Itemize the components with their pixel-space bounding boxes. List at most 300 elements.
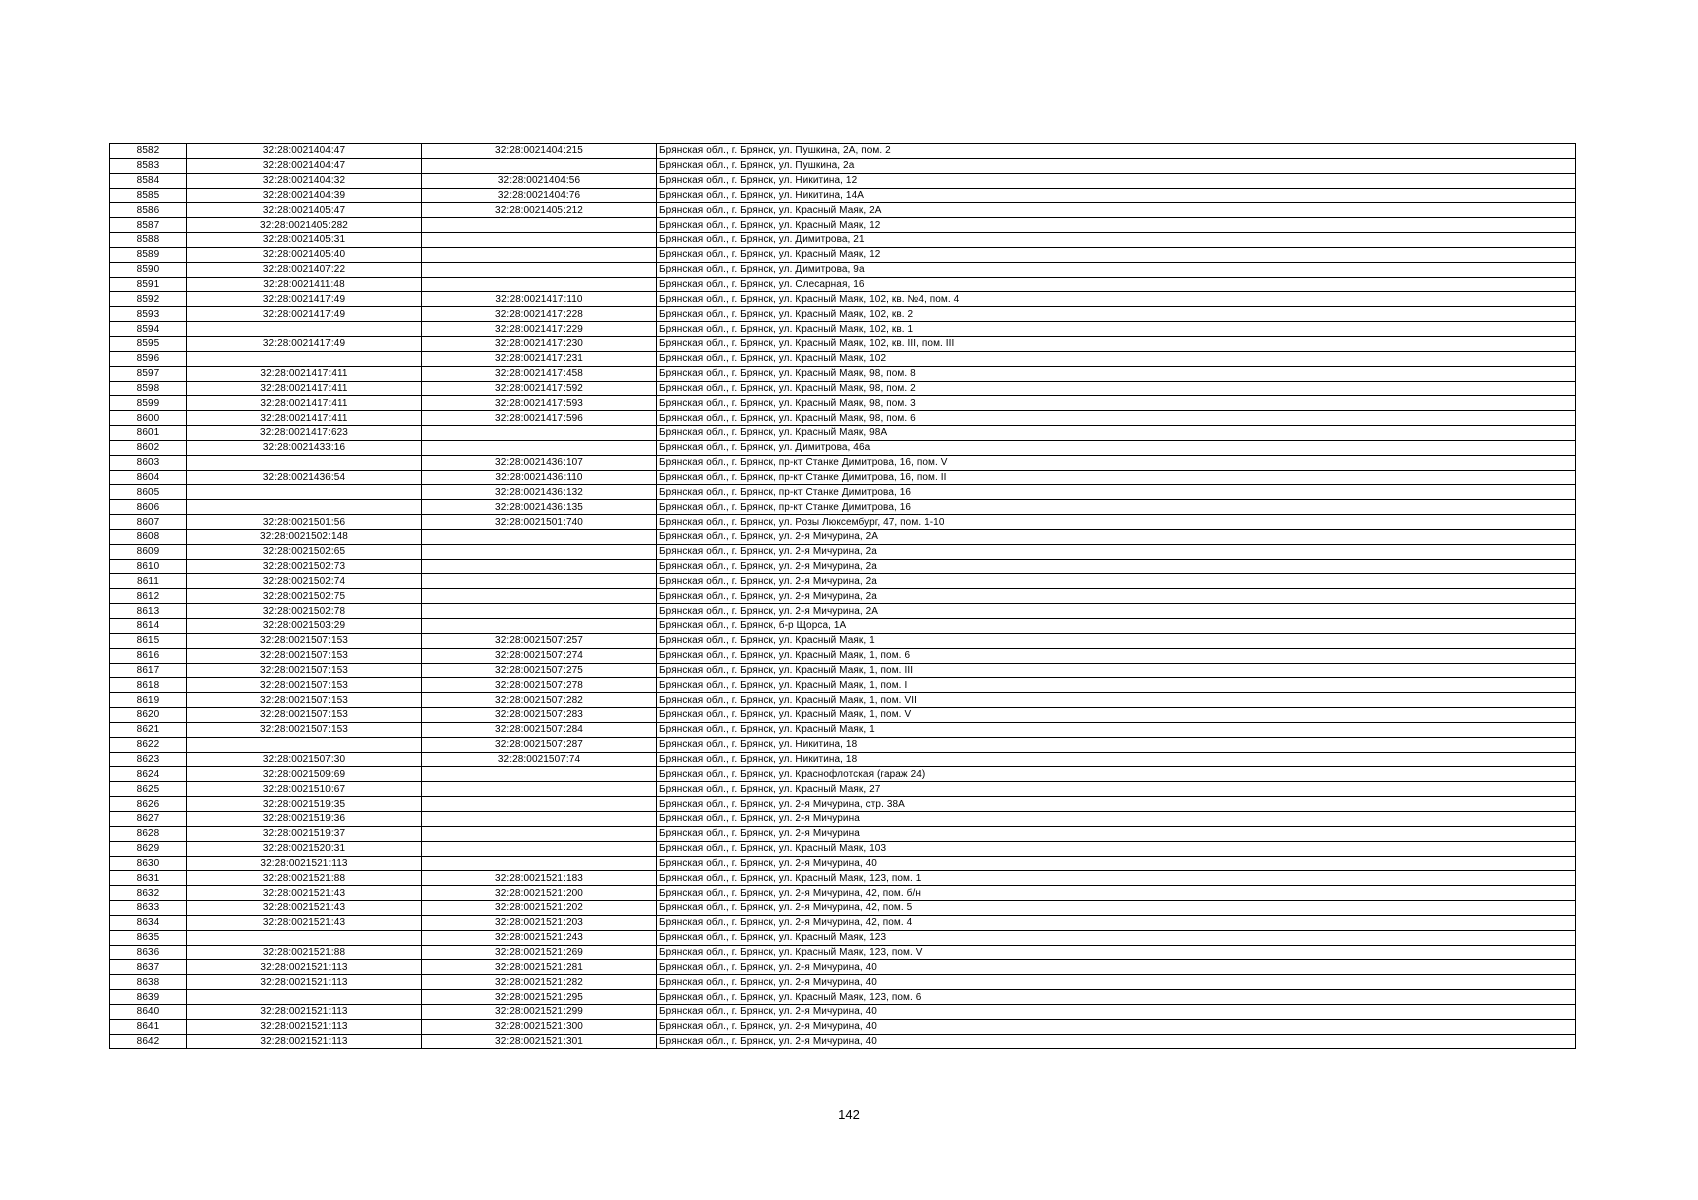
address-cell: Брянская обл., г. Брянск, ул. 2-я Мичурина, 2а bbox=[657, 544, 1576, 559]
object-cadastral-number-cell: 32:28:0021507:282 bbox=[422, 693, 657, 708]
land-cadastral-number-cell bbox=[187, 322, 422, 337]
address-cell: Брянская обл., г. Брянск, ул. 2-я Мичурина, 2а bbox=[657, 574, 1576, 589]
row-number-cell: 8605 bbox=[110, 485, 187, 500]
land-cadastral-number-cell: 32:28:0021521:88 bbox=[187, 871, 422, 886]
object-cadastral-number-cell: 32:28:0021507:287 bbox=[422, 737, 657, 752]
table-row bbox=[110, 336, 1576, 351]
row-number-cell: 8610 bbox=[110, 559, 187, 574]
address-cell: Брянская обл., г. Брянск, ул. Никитина, 12 bbox=[657, 173, 1576, 188]
address-cell: Брянская обл., г. Брянск, ул. 2-я Мичурина, 42, пом. 5 bbox=[657, 901, 1576, 916]
object-cadastral-number-cell: 32:28:0021521:282 bbox=[422, 975, 657, 990]
land-cadastral-number-cell: 32:28:0021404:47 bbox=[187, 158, 422, 173]
row-number-cell: 8638 bbox=[110, 975, 187, 990]
table-row bbox=[110, 262, 1576, 277]
table-row bbox=[110, 960, 1576, 975]
table-row bbox=[110, 722, 1576, 737]
address-cell: Брянская обл., г. Брянск, пр-кт Станке Димитрова, 16, пом. V bbox=[657, 455, 1576, 470]
land-cadastral-number-cell: 32:28:0021507:153 bbox=[187, 663, 422, 678]
row-number-cell: 8593 bbox=[110, 307, 187, 322]
row-number-cell: 8591 bbox=[110, 277, 187, 292]
row-number-cell: 8620 bbox=[110, 708, 187, 723]
row-number-cell: 8630 bbox=[110, 856, 187, 871]
row-number-cell: 8639 bbox=[110, 990, 187, 1005]
address-cell: Брянская обл., г. Брянск, ул. Красный Маяк, 1, пом. 6 bbox=[657, 648, 1576, 663]
row-number-cell: 8615 bbox=[110, 633, 187, 648]
land-cadastral-number-cell: 32:28:0021417:49 bbox=[187, 336, 422, 351]
row-number-cell: 8627 bbox=[110, 811, 187, 826]
object-cadastral-number-cell bbox=[422, 559, 657, 574]
row-number-cell: 8611 bbox=[110, 574, 187, 589]
row-number-cell: 8608 bbox=[110, 529, 187, 544]
table-row bbox=[110, 797, 1576, 812]
land-cadastral-number-cell: 32:28:0021507:153 bbox=[187, 648, 422, 663]
address-cell: Брянская обл., г. Брянск, ул. 2-я Мичурина, 2А bbox=[657, 529, 1576, 544]
object-cadastral-number-cell bbox=[422, 856, 657, 871]
object-cadastral-number-cell bbox=[422, 811, 657, 826]
table-row bbox=[110, 841, 1576, 856]
address-cell: Брянская обл., г. Брянск, ул. Красный Маяк, 102, кв. 2 bbox=[657, 307, 1576, 322]
address-cell: Брянская обл., г. Брянск, ул. Красный Маяк, 1, пом. VII bbox=[657, 693, 1576, 708]
row-number-cell: 8619 bbox=[110, 693, 187, 708]
table-row bbox=[110, 678, 1576, 693]
table-row bbox=[110, 455, 1576, 470]
object-cadastral-number-cell: 32:28:0021417:229 bbox=[422, 322, 657, 337]
object-cadastral-number-cell: 32:28:0021521:299 bbox=[422, 1004, 657, 1019]
row-number-cell: 8589 bbox=[110, 247, 187, 262]
land-cadastral-number-cell: 32:28:0021404:32 bbox=[187, 173, 422, 188]
table-row bbox=[110, 500, 1576, 515]
address-cell: Брянская обл., г. Брянск, ул. 2-я Мичурина, 2А bbox=[657, 604, 1576, 619]
object-cadastral-number-cell: 32:28:0021507:283 bbox=[422, 708, 657, 723]
table-row bbox=[110, 1019, 1576, 1034]
row-number-cell: 8621 bbox=[110, 722, 187, 737]
row-number-cell: 8598 bbox=[110, 381, 187, 396]
land-cadastral-number-cell: 32:28:0021407:22 bbox=[187, 262, 422, 277]
row-number-cell: 8592 bbox=[110, 292, 187, 307]
address-cell: Брянская обл., г. Брянск, ул. Никитина, 14А bbox=[657, 188, 1576, 203]
row-number-cell: 8625 bbox=[110, 782, 187, 797]
object-cadastral-number-cell: 32:28:0021507:278 bbox=[422, 678, 657, 693]
row-number-cell: 8634 bbox=[110, 915, 187, 930]
row-number-cell: 8637 bbox=[110, 960, 187, 975]
land-cadastral-number-cell: 32:28:0021507:153 bbox=[187, 708, 422, 723]
land-cadastral-number-cell: 32:28:0021521:113 bbox=[187, 1019, 422, 1034]
object-cadastral-number-cell bbox=[422, 544, 657, 559]
address-cell: Брянская обл., г. Брянск, пр-кт Станке Димитрова, 16, пом. II bbox=[657, 470, 1576, 485]
land-cadastral-number-cell: 32:28:0021436:54 bbox=[187, 470, 422, 485]
land-cadastral-number-cell bbox=[187, 737, 422, 752]
table-row bbox=[110, 233, 1576, 248]
address-cell: Брянская обл., г. Брянск, ул. Красный Маяк, 2А bbox=[657, 203, 1576, 218]
object-cadastral-number-cell: 32:28:0021521:200 bbox=[422, 886, 657, 901]
land-cadastral-number-cell bbox=[187, 930, 422, 945]
land-cadastral-number-cell: 32:28:0021521:88 bbox=[187, 945, 422, 960]
address-cell: Брянская обл., г. Брянск, ул. 2-я Мичурина, 40 bbox=[657, 856, 1576, 871]
table-row bbox=[110, 144, 1576, 159]
object-cadastral-number-cell: 32:28:0021404:76 bbox=[422, 188, 657, 203]
row-number-cell: 8588 bbox=[110, 233, 187, 248]
row-number-cell: 8632 bbox=[110, 886, 187, 901]
land-cadastral-number-cell: 32:28:0021521:43 bbox=[187, 886, 422, 901]
row-number-cell: 8626 bbox=[110, 797, 187, 812]
land-cadastral-number-cell: 32:28:0021502:148 bbox=[187, 529, 422, 544]
row-number-cell: 8629 bbox=[110, 841, 187, 856]
address-cell: Брянская обл., г. Брянск, ул. Красный Маяк, 102, кв. 1 bbox=[657, 322, 1576, 337]
object-cadastral-number-cell bbox=[422, 604, 657, 619]
land-cadastral-number-cell: 32:28:0021405:31 bbox=[187, 233, 422, 248]
address-cell: Брянская обл., г. Брянск, ул. Красный Маяк, 12 bbox=[657, 247, 1576, 262]
table-row bbox=[110, 708, 1576, 723]
land-cadastral-number-cell: 32:28:0021521:113 bbox=[187, 960, 422, 975]
address-cell: Брянская обл., г. Брянск, ул. Красный Маяк, 102, кв. №4, пом. 4 bbox=[657, 292, 1576, 307]
object-cadastral-number-cell bbox=[422, 797, 657, 812]
address-cell: Брянская обл., г. Брянск, ул. Димитрова, 9а bbox=[657, 262, 1576, 277]
address-cell: Брянская обл., г. Брянск, ул. Красный Маяк, 123, пом. V bbox=[657, 945, 1576, 960]
table-row bbox=[110, 752, 1576, 767]
table-row bbox=[110, 633, 1576, 648]
address-cell: Брянская обл., г. Брянск, ул. 2-я Мичурина, 2а bbox=[657, 589, 1576, 604]
row-number-cell: 8640 bbox=[110, 1004, 187, 1019]
row-number-cell: 8618 bbox=[110, 678, 187, 693]
land-cadastral-number-cell: 32:28:0021503:29 bbox=[187, 619, 422, 634]
row-number-cell: 8635 bbox=[110, 930, 187, 945]
object-cadastral-number-cell bbox=[422, 589, 657, 604]
table-row bbox=[110, 218, 1576, 233]
land-cadastral-number-cell: 32:28:0021520:31 bbox=[187, 841, 422, 856]
address-cell: Брянская обл., г. Брянск, б-р Щорса, 1А bbox=[657, 619, 1576, 634]
address-cell: Брянская обл., г. Брянск, ул. 2-я Мичурина, 40 bbox=[657, 1004, 1576, 1019]
row-number-cell: 8604 bbox=[110, 470, 187, 485]
object-cadastral-number-cell bbox=[422, 619, 657, 634]
land-cadastral-number-cell: 32:28:0021433:16 bbox=[187, 440, 422, 455]
address-cell: Брянская обл., г. Брянск, ул. Красный Маяк, 123, пом. 1 bbox=[657, 871, 1576, 886]
land-cadastral-number-cell: 32:28:0021507:30 bbox=[187, 752, 422, 767]
table-row bbox=[110, 188, 1576, 203]
row-number-cell: 8583 bbox=[110, 158, 187, 173]
land-cadastral-number-cell: 32:28:0021417:411 bbox=[187, 366, 422, 381]
address-cell: Брянская обл., г. Брянск, ул. Красный Маяк, 123, пом. 6 bbox=[657, 990, 1576, 1005]
land-cadastral-number-cell: 32:28:0021519:35 bbox=[187, 797, 422, 812]
row-number-cell: 8612 bbox=[110, 589, 187, 604]
address-cell: Брянская обл., г. Брянск, ул. Красный Маяк, 102, кв. III, пом. III bbox=[657, 336, 1576, 351]
land-cadastral-number-cell: 32:28:0021507:153 bbox=[187, 722, 422, 737]
address-cell: Брянская обл., г. Брянск, ул. Красный Маяк, 1 bbox=[657, 722, 1576, 737]
row-number-cell: 8603 bbox=[110, 455, 187, 470]
object-cadastral-number-cell bbox=[422, 826, 657, 841]
object-cadastral-number-cell: 32:28:0021436:107 bbox=[422, 455, 657, 470]
table-row bbox=[110, 901, 1576, 916]
land-cadastral-number-cell: 32:28:0021521:113 bbox=[187, 975, 422, 990]
object-cadastral-number-cell bbox=[422, 767, 657, 782]
land-cadastral-number-cell: 32:28:0021502:73 bbox=[187, 559, 422, 574]
table-row bbox=[110, 203, 1576, 218]
land-cadastral-number-cell bbox=[187, 990, 422, 1005]
table-row bbox=[110, 930, 1576, 945]
table-row bbox=[110, 381, 1576, 396]
land-cadastral-number-cell: 32:28:0021417:411 bbox=[187, 396, 422, 411]
land-cadastral-number-cell: 32:28:0021521:43 bbox=[187, 901, 422, 916]
table-row bbox=[110, 1034, 1576, 1049]
table-row bbox=[110, 915, 1576, 930]
address-cell: Брянская обл., г. Брянск, ул. Красный Маяк, 98, пом. 3 bbox=[657, 396, 1576, 411]
row-number-cell: 8622 bbox=[110, 737, 187, 752]
table-row bbox=[110, 485, 1576, 500]
land-cadastral-number-cell: 32:28:0021519:37 bbox=[187, 826, 422, 841]
address-cell: Брянская обл., г. Брянск, ул. Краснофлотская (гараж 24) bbox=[657, 767, 1576, 782]
address-cell: Брянская обл., г. Брянск, пр-кт Станке Димитрова, 16 bbox=[657, 500, 1576, 515]
table-row bbox=[110, 515, 1576, 530]
object-cadastral-number-cell: 32:28:0021501:740 bbox=[422, 515, 657, 530]
land-cadastral-number-cell: 32:28:0021417:411 bbox=[187, 411, 422, 426]
table-row bbox=[110, 366, 1576, 381]
object-cadastral-number-cell: 32:28:0021507:274 bbox=[422, 648, 657, 663]
row-number-cell: 8601 bbox=[110, 426, 187, 441]
land-cadastral-number-cell: 32:28:0021417:49 bbox=[187, 292, 422, 307]
row-number-cell: 8596 bbox=[110, 351, 187, 366]
table-row bbox=[110, 307, 1576, 322]
object-cadastral-number-cell: 32:28:0021404:215 bbox=[422, 144, 657, 159]
land-cadastral-number-cell: 32:28:0021521:113 bbox=[187, 856, 422, 871]
object-cadastral-number-cell: 32:28:0021417:593 bbox=[422, 396, 657, 411]
object-cadastral-number-cell: 32:28:0021417:596 bbox=[422, 411, 657, 426]
address-cell: Брянская обл., г. Брянск, ул. 2-я Мичурина, 2а bbox=[657, 559, 1576, 574]
table-row bbox=[110, 411, 1576, 426]
row-number-cell: 8606 bbox=[110, 500, 187, 515]
object-cadastral-number-cell: 32:28:0021417:458 bbox=[422, 366, 657, 381]
object-cadastral-number-cell: 32:28:0021521:301 bbox=[422, 1034, 657, 1049]
table-row bbox=[110, 470, 1576, 485]
table-row bbox=[110, 173, 1576, 188]
row-number-cell: 8623 bbox=[110, 752, 187, 767]
object-cadastral-number-cell bbox=[422, 277, 657, 292]
row-number-cell: 8631 bbox=[110, 871, 187, 886]
address-cell: Брянская обл., г. Брянск, пр-кт Станке Димитрова, 16 bbox=[657, 485, 1576, 500]
land-cadastral-number-cell bbox=[187, 455, 422, 470]
row-number-cell: 8599 bbox=[110, 396, 187, 411]
address-cell: Брянская обл., г. Брянск, ул. 2-я Мичурина, 42, пом. б/н bbox=[657, 886, 1576, 901]
address-cell: Брянская обл., г. Брянск, ул. Димитрова, 46а bbox=[657, 440, 1576, 455]
row-number-cell: 8587 bbox=[110, 218, 187, 233]
land-cadastral-number-cell: 32:28:0021417:49 bbox=[187, 307, 422, 322]
row-number-cell: 8602 bbox=[110, 440, 187, 455]
table-row bbox=[110, 351, 1576, 366]
table-row bbox=[110, 292, 1576, 307]
land-cadastral-number-cell: 32:28:0021417:411 bbox=[187, 381, 422, 396]
object-cadastral-number-cell: 32:28:0021417:110 bbox=[422, 292, 657, 307]
object-cadastral-number-cell: 32:28:0021521:295 bbox=[422, 990, 657, 1005]
address-cell: Брянская обл., г. Брянск, ул. 2-я Мичурина bbox=[657, 826, 1576, 841]
table-row bbox=[110, 619, 1576, 634]
table-row bbox=[110, 811, 1576, 826]
table-row bbox=[110, 767, 1576, 782]
table-row bbox=[110, 648, 1576, 663]
row-number-cell: 8597 bbox=[110, 366, 187, 381]
address-cell: Брянская обл., г. Брянск, ул. Красный Маяк, 1, пом. I bbox=[657, 678, 1576, 693]
object-cadastral-number-cell bbox=[422, 233, 657, 248]
row-number-cell: 8594 bbox=[110, 322, 187, 337]
object-cadastral-number-cell bbox=[422, 440, 657, 455]
address-cell: Брянская обл., г. Брянск, ул. Красный Маяк, 102 bbox=[657, 351, 1576, 366]
address-cell: Брянская обл., г. Брянск, ул. Красный Маяк, 27 bbox=[657, 782, 1576, 797]
table-row bbox=[110, 826, 1576, 841]
address-cell: Брянская обл., г. Брянск, ул. 2-я Мичурина, 40 bbox=[657, 975, 1576, 990]
row-number-cell: 8584 bbox=[110, 173, 187, 188]
object-cadastral-number-cell: 32:28:0021507:275 bbox=[422, 663, 657, 678]
row-number-cell: 8617 bbox=[110, 663, 187, 678]
row-number-cell: 8609 bbox=[110, 544, 187, 559]
table-row bbox=[110, 975, 1576, 990]
object-cadastral-number-cell: 32:28:0021436:132 bbox=[422, 485, 657, 500]
address-cell: Брянская обл., г. Брянск, ул. Никитина, 18 bbox=[657, 752, 1576, 767]
address-cell: Брянская обл., г. Брянск, ул. 2-я Мичурина, 40 bbox=[657, 960, 1576, 975]
land-cadastral-number-cell bbox=[187, 485, 422, 500]
object-cadastral-number-cell bbox=[422, 218, 657, 233]
row-number-cell: 8586 bbox=[110, 203, 187, 218]
object-cadastral-number-cell bbox=[422, 158, 657, 173]
object-cadastral-number-cell bbox=[422, 841, 657, 856]
table-row bbox=[110, 782, 1576, 797]
object-cadastral-number-cell: 32:28:0021417:592 bbox=[422, 381, 657, 396]
land-cadastral-number-cell: 32:28:0021405:40 bbox=[187, 247, 422, 262]
row-number-cell: 8613 bbox=[110, 604, 187, 619]
table-row bbox=[110, 604, 1576, 619]
land-cadastral-number-cell: 32:28:0021405:282 bbox=[187, 218, 422, 233]
address-cell: Брянская обл., г. Брянск, ул. Красный Маяк, 98, пом. 2 bbox=[657, 381, 1576, 396]
address-cell: Брянская обл., г. Брянск, ул. Красный Маяк, 1, пом. III bbox=[657, 663, 1576, 678]
address-cell: Брянская обл., г. Брянск, ул. Красный Маяк, 98А bbox=[657, 426, 1576, 441]
row-number-cell: 8641 bbox=[110, 1019, 187, 1034]
row-number-cell: 8607 bbox=[110, 515, 187, 530]
table-row bbox=[110, 440, 1576, 455]
table-row bbox=[110, 1004, 1576, 1019]
table-row bbox=[110, 856, 1576, 871]
land-cadastral-number-cell: 32:28:0021404:47 bbox=[187, 144, 422, 159]
address-cell: Брянская обл., г. Брянск, ул. 2-я Мичурина, 40 bbox=[657, 1034, 1576, 1049]
object-cadastral-number-cell bbox=[422, 247, 657, 262]
address-cell: Брянская обл., г. Брянск, ул. 2-я Мичурина bbox=[657, 811, 1576, 826]
row-number-cell: 8600 bbox=[110, 411, 187, 426]
row-number-cell: 8633 bbox=[110, 901, 187, 916]
object-cadastral-number-cell: 32:28:0021507:284 bbox=[422, 722, 657, 737]
address-cell: Брянская обл., г. Брянск, ул. 2-я Мичурина, 40 bbox=[657, 1019, 1576, 1034]
address-cell: Брянская обл., г. Брянск, ул. Красный Маяк, 103 bbox=[657, 841, 1576, 856]
object-cadastral-number-cell: 32:28:0021405:212 bbox=[422, 203, 657, 218]
table-row bbox=[110, 663, 1576, 678]
row-number-cell: 8614 bbox=[110, 619, 187, 634]
table-row bbox=[110, 589, 1576, 604]
register-body bbox=[110, 144, 1576, 1049]
address-cell: Брянская обл., г. Брянск, ул. Димитрова, 21 bbox=[657, 233, 1576, 248]
table-row bbox=[110, 574, 1576, 589]
address-cell: Брянская обл., г. Брянск, ул. Красный Маяк, 98, пом. 6 bbox=[657, 411, 1576, 426]
land-cadastral-number-cell: 32:28:0021507:153 bbox=[187, 678, 422, 693]
address-cell: Брянская обл., г. Брянск, ул. Слесарная, 16 bbox=[657, 277, 1576, 292]
land-cadastral-number-cell bbox=[187, 351, 422, 366]
object-cadastral-number-cell: 32:28:0021521:202 bbox=[422, 901, 657, 916]
object-cadastral-number-cell: 32:28:0021521:281 bbox=[422, 960, 657, 975]
object-cadastral-number-cell bbox=[422, 529, 657, 544]
land-cadastral-number-cell: 32:28:0021502:65 bbox=[187, 544, 422, 559]
object-cadastral-number-cell bbox=[422, 574, 657, 589]
address-cell: Брянская обл., г. Брянск, ул. Пушкина, 2А, пом. 2 bbox=[657, 144, 1576, 159]
land-cadastral-number-cell: 32:28:0021405:47 bbox=[187, 203, 422, 218]
object-cadastral-number-cell bbox=[422, 262, 657, 277]
object-cadastral-number-cell: 32:28:0021521:300 bbox=[422, 1019, 657, 1034]
address-cell: Брянская обл., г. Брянск, ул. 2-я Мичурина, стр. 38А bbox=[657, 797, 1576, 812]
land-cadastral-number-cell: 32:28:0021521:43 bbox=[187, 915, 422, 930]
table-row bbox=[110, 277, 1576, 292]
table-row bbox=[110, 737, 1576, 752]
table-row bbox=[110, 158, 1576, 173]
row-number-cell: 8585 bbox=[110, 188, 187, 203]
object-cadastral-number-cell: 32:28:0021521:203 bbox=[422, 915, 657, 930]
table-row bbox=[110, 945, 1576, 960]
object-cadastral-number-cell: 32:28:0021417:231 bbox=[422, 351, 657, 366]
land-cadastral-number-cell: 32:28:0021502:78 bbox=[187, 604, 422, 619]
object-cadastral-number-cell: 32:28:0021436:110 bbox=[422, 470, 657, 485]
property-register-table bbox=[109, 143, 1576, 1049]
object-cadastral-number-cell: 32:28:0021521:183 bbox=[422, 871, 657, 886]
address-cell: Брянская обл., г. Брянск, ул. 2-я Мичурина, 42, пом. 4 bbox=[657, 915, 1576, 930]
table-row bbox=[110, 559, 1576, 574]
table-row bbox=[110, 529, 1576, 544]
table-row bbox=[110, 544, 1576, 559]
land-cadastral-number-cell: 32:28:0021521:113 bbox=[187, 1004, 422, 1019]
object-cadastral-number-cell: 32:28:0021417:228 bbox=[422, 307, 657, 322]
object-cadastral-number-cell: 32:28:0021521:269 bbox=[422, 945, 657, 960]
address-cell: Брянская обл., г. Брянск, ул. Никитина, 18 bbox=[657, 737, 1576, 752]
land-cadastral-number-cell: 32:28:0021507:153 bbox=[187, 633, 422, 648]
land-cadastral-number-cell: 32:28:0021404:39 bbox=[187, 188, 422, 203]
address-cell: Брянская обл., г. Брянск, ул. Красный Маяк, 1, пом. V bbox=[657, 708, 1576, 723]
address-cell: Брянская обл., г. Брянск, ул. Красный Маяк, 12 bbox=[657, 218, 1576, 233]
object-cadastral-number-cell bbox=[422, 782, 657, 797]
row-number-cell: 8595 bbox=[110, 336, 187, 351]
address-cell: Брянская обл., г. Брянск, ул. Красный Маяк, 98, пом. 8 bbox=[657, 366, 1576, 381]
table-row bbox=[110, 990, 1576, 1005]
object-cadastral-number-cell: 32:28:0021417:230 bbox=[422, 336, 657, 351]
row-number-cell: 8582 bbox=[110, 144, 187, 159]
address-cell: Брянская обл., г. Брянск, ул. Красный Маяк, 1 bbox=[657, 633, 1576, 648]
row-number-cell: 8590 bbox=[110, 262, 187, 277]
address-cell: Брянская обл., г. Брянск, ул. Красный Маяк, 123 bbox=[657, 930, 1576, 945]
page-number: 142 bbox=[838, 1107, 860, 1122]
object-cadastral-number-cell: 32:28:0021507:74 bbox=[422, 752, 657, 767]
object-cadastral-number-cell: 32:28:0021521:243 bbox=[422, 930, 657, 945]
row-number-cell: 8628 bbox=[110, 826, 187, 841]
land-cadastral-number-cell: 32:28:0021509:69 bbox=[187, 767, 422, 782]
row-number-cell: 8642 bbox=[110, 1034, 187, 1049]
table-row bbox=[110, 886, 1576, 901]
row-number-cell: 8624 bbox=[110, 767, 187, 782]
table-row bbox=[110, 426, 1576, 441]
row-number-cell: 8636 bbox=[110, 945, 187, 960]
land-cadastral-number-cell: 32:28:0021510:67 bbox=[187, 782, 422, 797]
land-cadastral-number-cell: 32:28:0021502:75 bbox=[187, 589, 422, 604]
object-cadastral-number-cell: 32:28:0021436:135 bbox=[422, 500, 657, 515]
land-cadastral-number-cell: 32:28:0021502:74 bbox=[187, 574, 422, 589]
land-cadastral-number-cell: 32:28:0021521:113 bbox=[187, 1034, 422, 1049]
address-cell: Брянская обл., г. Брянск, ул. Пушкина, 2а bbox=[657, 158, 1576, 173]
land-cadastral-number-cell: 32:28:0021507:153 bbox=[187, 693, 422, 708]
object-cadastral-number-cell: 32:28:0021404:56 bbox=[422, 173, 657, 188]
table-row bbox=[110, 247, 1576, 262]
row-number-cell: 8616 bbox=[110, 648, 187, 663]
land-cadastral-number-cell: 32:28:0021411:48 bbox=[187, 277, 422, 292]
address-cell: Брянская обл., г. Брянск, ул. Розы Люксембург, 47, пом. 1-10 bbox=[657, 515, 1576, 530]
object-cadastral-number-cell: 32:28:0021507:257 bbox=[422, 633, 657, 648]
object-cadastral-number-cell bbox=[422, 426, 657, 441]
